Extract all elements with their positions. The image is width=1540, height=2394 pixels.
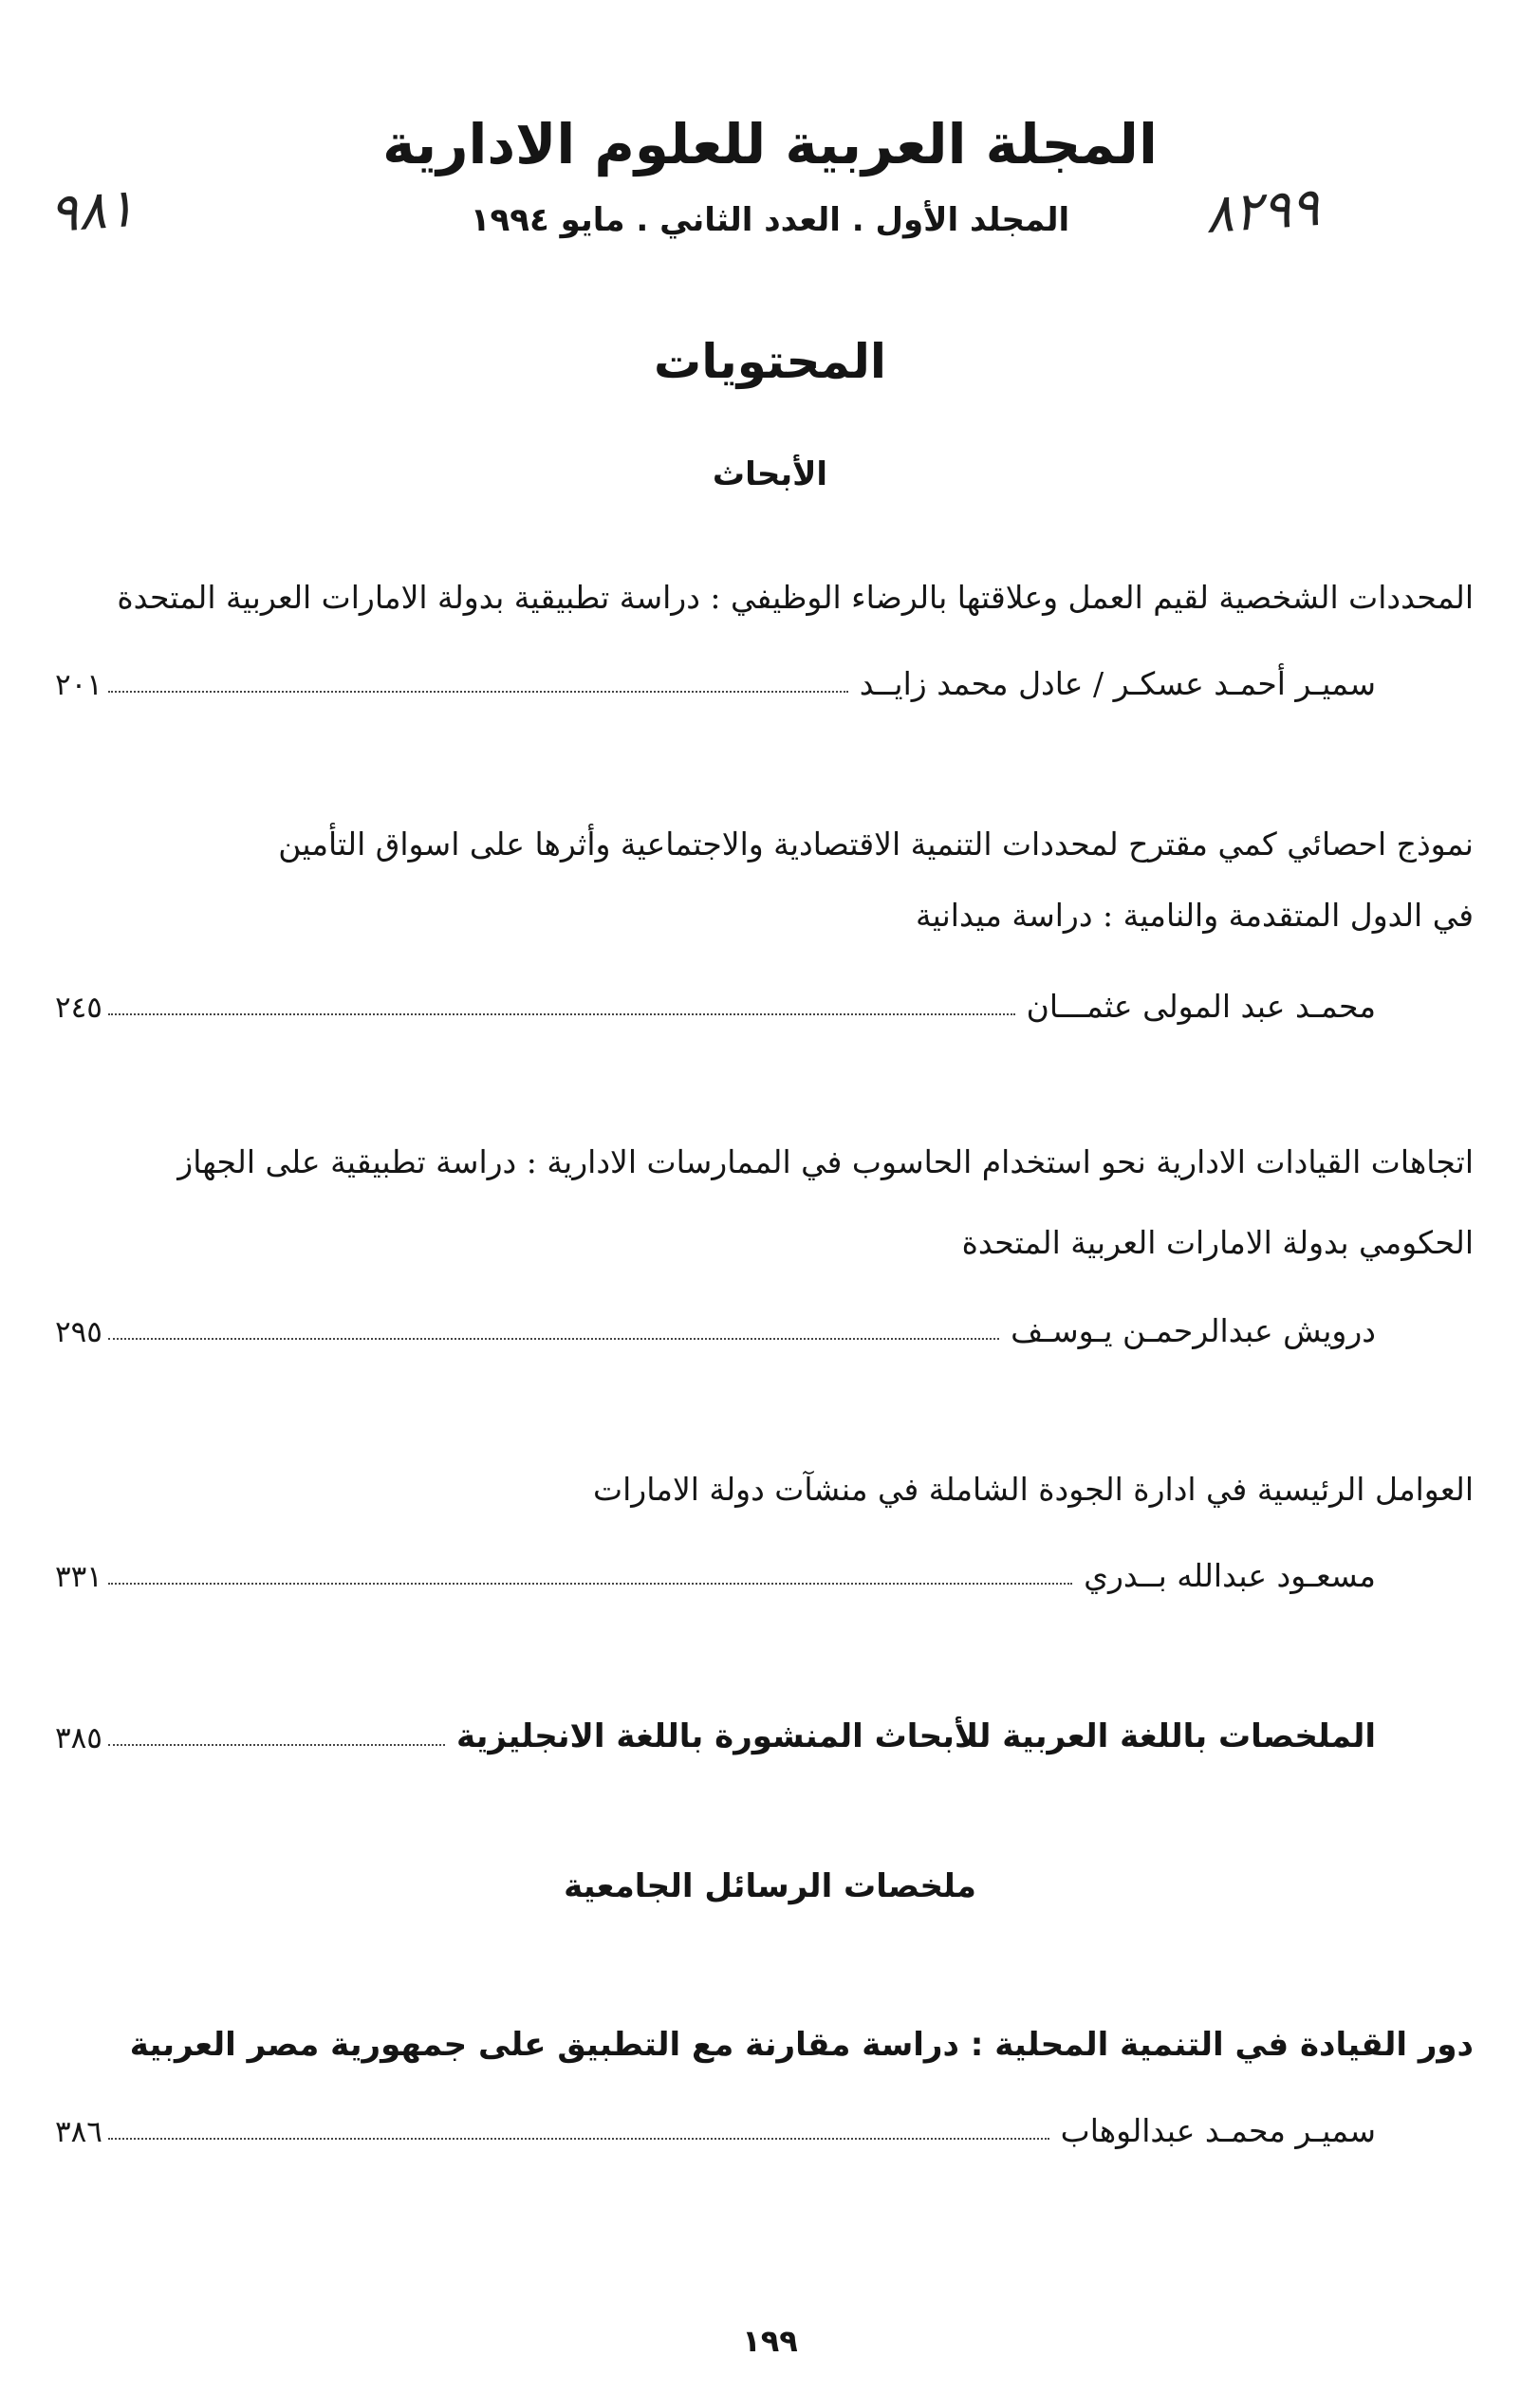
- entry-title-line: الحكومي بدولة الامارات العربية المتحدة: [961, 1224, 1474, 1261]
- entry-author: سميـر أحمـد عسكـر / عادل محمد زايــد: [859, 665, 1376, 702]
- entry-author: درويش عبدالرحمـن يـوسـف: [1011, 1312, 1376, 1349]
- dot-leader: [108, 1582, 1072, 1585]
- entry-page-number: ٢٤٥: [55, 991, 102, 1025]
- page-folio: ١٩٩: [742, 2323, 798, 2359]
- entry-author: مسعـود عبدالله بــدري: [1084, 1557, 1376, 1594]
- dot-leader: [108, 1743, 445, 1746]
- entry-page-number: ٢٩٥: [55, 1315, 102, 1349]
- dot-leader: [108, 1012, 1015, 1015]
- handwritten-note-right: ٨٢٩٩: [1202, 176, 1322, 247]
- entry-author: محمـد عبد المولى عثمـــان: [1026, 988, 1376, 1025]
- dot-leader: [108, 1337, 999, 1340]
- dot-leader: [108, 2137, 1049, 2140]
- entry-title-line: المحددات الشخصية لقيم العمل وعلاقتها بالرضاء الوظيفي : دراسة تطبيقية بدولة الامارات العربية المتحدة: [117, 579, 1474, 616]
- toc-entry-row[interactable]: [55, 977, 1376, 1025]
- toc-entry-row[interactable]: [55, 655, 1376, 702]
- toc-entry-row[interactable]: [55, 2102, 1376, 2149]
- entry-title: الملخصات باللغة العربية للأبحاث المنشورة باللغة الانجليزية: [455, 1717, 1376, 1755]
- entry-title-line: نموذج احصائي كمي مقترح لمحددات التنمية الاقتصادية والاجتماعية وأثرها على اسواق التأمين: [278, 826, 1474, 863]
- entry-page-number: ٣٣١: [55, 1560, 102, 1594]
- entry-page-number: ٣٨٦: [55, 2115, 102, 2149]
- entry-page-number: ٢٠١: [55, 668, 102, 702]
- toc-entry-row[interactable]: [55, 1547, 1376, 1594]
- entry-title-line: في الدول المتقدمة والنامية : دراسة ميدانية: [915, 897, 1474, 934]
- contents-title: المحتويات: [653, 334, 887, 389]
- research-section-heading: الأبحاث: [712, 455, 828, 493]
- handwritten-note-left: ٩٨١: [46, 176, 138, 246]
- toc-entry-row[interactable]: [55, 1708, 1376, 1755]
- journal-title: المجلة العربية للعلوم الادارية: [382, 112, 1158, 176]
- entry-title-line: اتجاهات القيادات الادارية نحو استخدام الحاسوب في الممارسات الادارية : دراسة تطبيقية على الجهاز: [177, 1143, 1474, 1180]
- theses-section-heading: ملخصات الرسائل الجامعية: [564, 1867, 976, 1905]
- entry-author: سميـر محمـد عبدالوهاب: [1060, 2112, 1376, 2149]
- issue-line: المجلد الأول . العدد الثاني . مايو ١٩٩٤: [470, 201, 1070, 239]
- entry-title-line: العوامل الرئيسية في ادارة الجودة الشاملة في منشآت دولة الامارات: [593, 1471, 1474, 1508]
- dot-leader: [108, 690, 848, 693]
- entry-title-line: دور القيادة في التنمية المحلية : دراسة مقارنة مع التطبيق على جمهورية مصر العربية: [129, 2026, 1474, 2064]
- toc-entry-row[interactable]: [55, 1302, 1376, 1349]
- entry-page-number: ٣٨٥: [55, 1721, 102, 1755]
